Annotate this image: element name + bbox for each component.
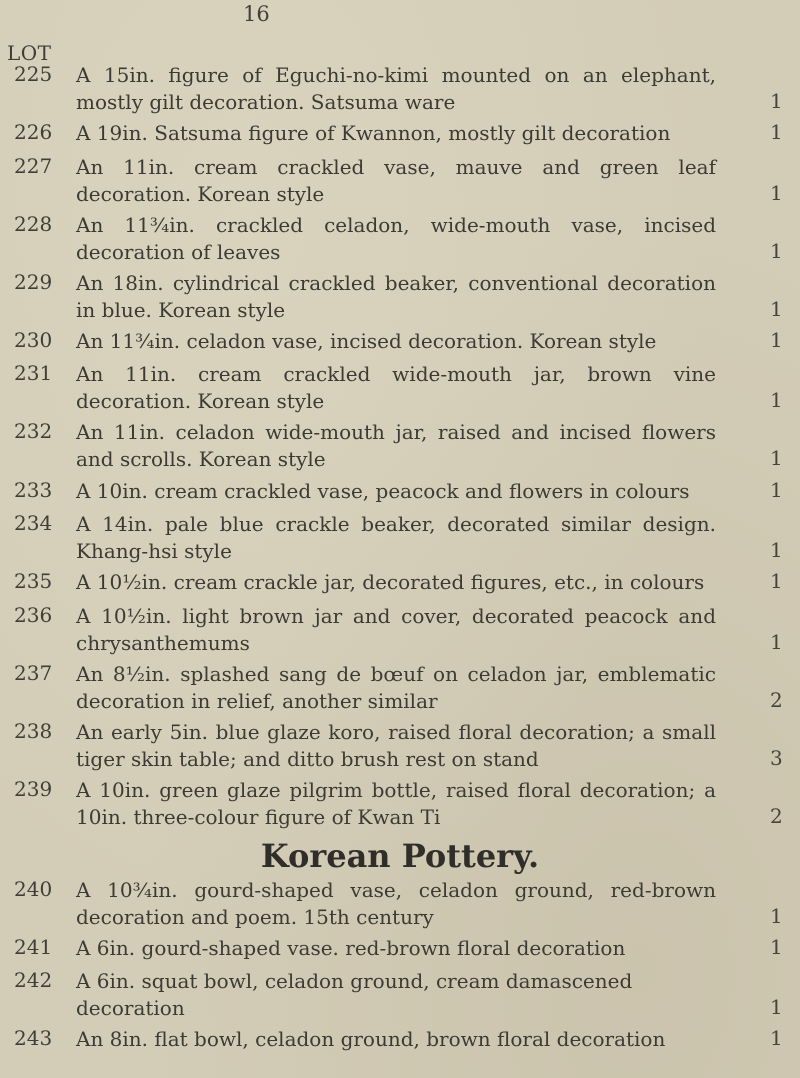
lot-description: An 11in. cream crackled wide-mouth jar, brown vine decoration. Korean style [76,362,716,414]
lot-quantity: 1 [770,89,783,113]
lot-description: An 8½in. splashed sang de bœuf on celadon jar, emblematic decoration in relief, another similar [76,661,716,713]
lot-number: 231 [14,361,53,386]
section-heading: Korean Pottery. [260,836,540,875]
lot-number: 235 [14,569,53,594]
lot-description: A 10¾in. gourd-shaped vase, celadon ground, red-brown decoration and poem. 15th century [76,877,716,929]
lot-description: A 6in. gourd-shaped vase. red-brown floral decoration [76,935,626,960]
lot-description: A 6in. squat bowl, celadon ground, cream damascened decoration [76,969,633,1021]
lot-quantity: 1 [770,477,783,502]
lot-quantity: 2 [770,687,783,712]
lot-quantity: 1 [770,180,783,205]
lot-quantity: 1 [770,903,783,928]
lot-number: 229 [14,269,53,294]
lot-quantity: 1 [770,238,783,263]
lot-quantity: 1 [770,327,783,352]
lot-number: 236 [14,602,53,627]
lot-description: An 8in. flat bowl, celadon ground, brown floral decoration [76,1027,666,1052]
lot-description: A 10in. green glaze pilgrim bottle, raised floral decoration; a 10in. three-colour figure of Kwan Ti [76,777,716,829]
lot-quantity: 1 [770,296,783,321]
lot-description: An 11in. cream crackled vase, mauve and green leaf decoration. Korean style [76,154,716,206]
lot-number: 228 [14,211,53,236]
lot-number: 233 [14,477,53,502]
lot-description: An 11¾in. crackled celadon, wide-mouth vase, incised decoration of leaves [76,212,716,264]
lot-number: 238 [14,718,53,743]
lot-quantity: 1 [770,995,783,1020]
lot-quantity: 1 [770,934,783,959]
lot-description: A 10in. cream crackled vase, peacock and flowers in colours [76,478,690,503]
lot-quantity: 1 [770,388,783,413]
lot-number: 242 [14,968,53,993]
lot-number: 243 [14,1026,53,1051]
lot-number: 239 [14,776,53,801]
lot-description: An early 5in. blue glaze koro, raised floral decoration; a small tiger skin table; and ditto brush rest on stand [76,719,716,771]
lot-description: A 10½in. light brown jar and cover, decorated peacock and chrysanthemums [76,603,716,655]
page-number: 16 [243,2,270,26]
lot-number: 226 [14,120,53,145]
lot-description: A 19in. Satsuma figure of Kwannon, mostly gilt decoration [76,121,671,146]
lot-description: An 11¾in. celadon vase, incised decoration. Korean style [76,328,657,353]
lot-number: 234 [14,511,53,536]
lot-number: 240 [14,876,53,901]
lot-description: A 14in. pale blue crackle beaker, decorated similar design. Khang-hsi style [76,512,716,564]
lot-number: 241 [14,934,53,959]
lot-description: A 10½in. cream crackle jar, decorated figures, etc., in colours [76,570,705,595]
lot-quantity: 1 [770,538,783,563]
lot-quantity: 2 [770,803,783,828]
lot-column-header: LOT [7,41,52,65]
lot-quantity: 1 [770,446,783,471]
lot-quantity: 1 [770,120,783,145]
lot-quantity: 1 [770,1026,783,1051]
lot-quantity: 3 [770,745,783,770]
lot-description: An 11in. celadon wide-mouth jar, raised and incised flowers and scrolls. Korean style [76,420,716,472]
lot-quantity: 1 [770,569,783,594]
lot-number: 230 [14,327,53,352]
lot-number: 225 [14,62,53,86]
lot-number: 227 [14,153,53,178]
lot-description: An 18in. cylindrical crackled beaker, conventional decoration in blue. Korean style [76,270,716,322]
lot-description: A 15in. figure of Eguchi-no-kimi mounted on an elephant, mostly gilt decoration. Satsuma ware [76,63,716,114]
lot-number: 232 [14,419,53,444]
lot-quantity: 1 [770,629,783,654]
lot-number: 237 [14,660,53,685]
